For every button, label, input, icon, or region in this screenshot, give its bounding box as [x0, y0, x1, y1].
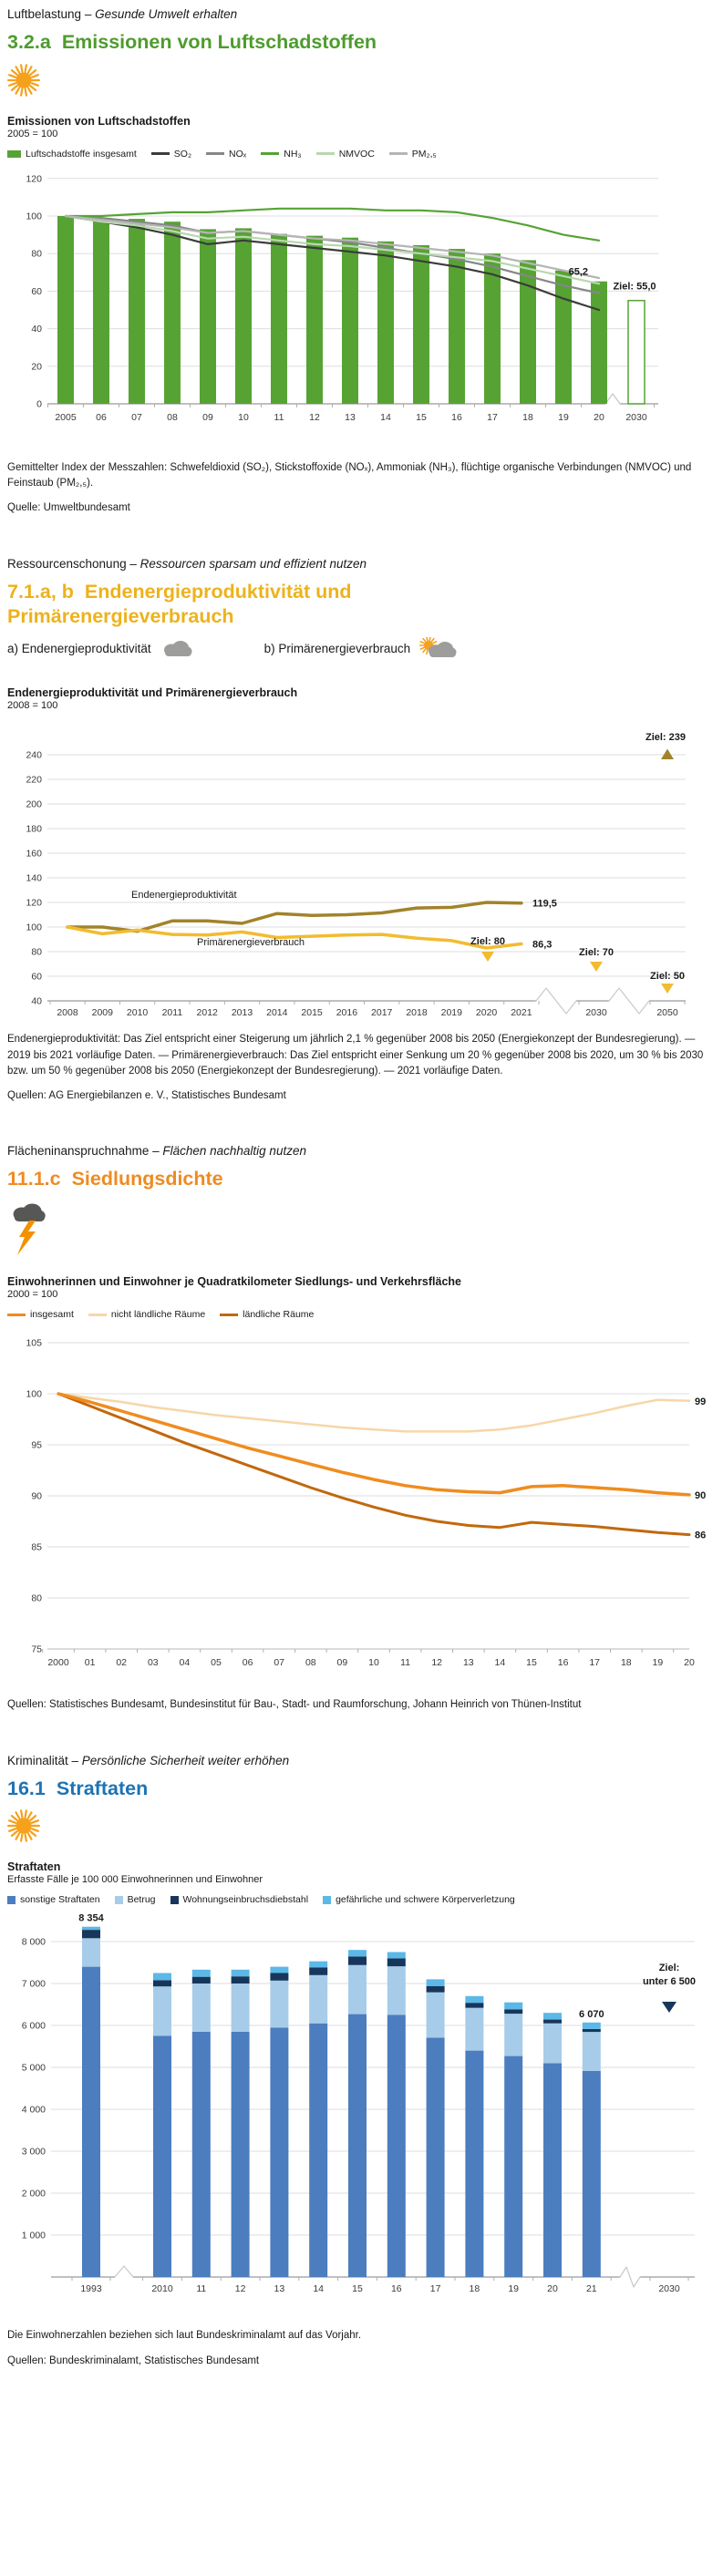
indicator-code: 16.1 — [7, 1777, 46, 1799]
legend-label: NH₃ — [284, 148, 302, 160]
legend-swatch — [7, 1314, 26, 1316]
svg-text:12: 12 — [431, 1657, 443, 1669]
topic-kicker — [7, 557, 710, 571]
svg-text:09: 09 — [336, 1657, 348, 1669]
svg-text:2021: 2021 — [511, 1007, 532, 1019]
svg-text:Ziel:: Ziel: — [658, 1963, 680, 1974]
svg-text:5 000: 5 000 — [21, 2062, 46, 2074]
svg-text:16: 16 — [390, 2283, 402, 2295]
svg-text:20: 20 — [684, 1657, 695, 1669]
chart-legend — [7, 149, 710, 160]
chart-title: Straftaten — [7, 1860, 61, 1874]
legend-swatch — [220, 1314, 238, 1316]
svg-text:2016: 2016 — [336, 1007, 358, 1019]
topic-kicker — [7, 7, 710, 21]
sub-indicator-b — [264, 637, 459, 659]
svg-text:2015: 2015 — [301, 1007, 323, 1019]
legend-swatch — [261, 152, 279, 155]
svg-text:07: 07 — [131, 411, 142, 423]
legend-label: nicht ländliche Räume — [110, 1309, 206, 1321]
svg-text:80: 80 — [31, 248, 42, 260]
legend-item — [115, 1894, 156, 1905]
svg-text:04: 04 — [179, 1657, 191, 1669]
svg-text:240: 240 — [26, 749, 42, 761]
sub-indicator-b-label: b) Primärenergieverbrauch — [263, 641, 411, 655]
legend-swatch — [88, 1314, 107, 1316]
svg-text:08: 08 — [305, 1657, 316, 1669]
svg-text:120: 120 — [26, 897, 42, 909]
svg-text:2030: 2030 — [585, 1007, 607, 1019]
svg-text:16: 16 — [451, 411, 462, 423]
svg-text:100: 100 — [26, 922, 42, 933]
svg-text:13: 13 — [274, 2283, 285, 2295]
svg-text:10: 10 — [238, 411, 249, 423]
svg-text:2018: 2018 — [406, 1007, 428, 1019]
chart-footnote: Gemittelter Index der Messzahlen: Schwefeldioxid (SO₂), Stickstoffoxide (NOₓ), Ammoniak (NH₃), flüchtige organische Verbindungen (NMVOC) und Feinstaub (PM₂,₅). — [7, 461, 692, 489]
legend-item — [261, 149, 301, 160]
emissions-chart — [7, 169, 709, 453]
legend-item — [323, 1894, 515, 1905]
svg-text:09: 09 — [202, 411, 213, 423]
svg-text:2030: 2030 — [658, 2283, 680, 2295]
legend-label: Wohnungseinbruchsdiebstahl — [182, 1894, 309, 1906]
topic-label: Flächeninanspruchnahme – — [7, 1144, 163, 1159]
svg-text:08: 08 — [167, 411, 178, 423]
weather-thundercloud-icon — [7, 1200, 710, 1257]
indicator-title: Endenergieproduktivität und Primärenergieverbrauch — [7, 580, 352, 627]
chart-source: Quellen: Bundeskriminalamt, Statistisches Bundesamt — [7, 2354, 260, 2366]
svg-text:12: 12 — [234, 2283, 246, 2295]
topic-label: Kriminalität – — [7, 1753, 82, 1767]
svg-text:16: 16 — [557, 1657, 569, 1669]
svg-text:2013: 2013 — [231, 1007, 253, 1019]
svg-text:2014: 2014 — [266, 1007, 288, 1019]
svg-text:17: 17 — [589, 1657, 601, 1669]
svg-text:unter 6 500: unter 6 500 — [642, 1976, 697, 1988]
svg-text:21: 21 — [585, 2283, 597, 2295]
legend-label: PM₂,₅ — [411, 148, 437, 160]
legend-swatch — [7, 150, 21, 158]
legend-item — [316, 149, 375, 160]
sub-indicator-row — [7, 637, 710, 659]
svg-text:2050: 2050 — [656, 1007, 678, 1019]
chart-legend — [7, 1894, 710, 1905]
indicator-code: 11.1.c — [7, 1168, 61, 1190]
svg-text:90: 90 — [695, 1490, 707, 1502]
legend-swatch — [316, 152, 335, 155]
svg-text:20: 20 — [31, 361, 42, 373]
svg-text:Ziel: 80: Ziel: 80 — [470, 936, 505, 948]
indicator-title: Siedlungsdichte — [71, 1168, 223, 1190]
legend-swatch — [115, 1896, 123, 1904]
legend-item — [7, 1894, 100, 1905]
svg-text:15: 15 — [526, 1657, 537, 1669]
svg-text:01: 01 — [84, 1657, 96, 1669]
svg-text:Primärenergieverbrauch: Primärenergieverbrauch — [197, 937, 305, 949]
svg-text:40: 40 — [31, 323, 42, 335]
legend-swatch — [7, 1896, 15, 1904]
svg-text:6 070: 6 070 — [579, 2009, 604, 2021]
svg-text:15: 15 — [416, 411, 427, 423]
svg-text:05: 05 — [211, 1657, 222, 1669]
svg-text:02: 02 — [116, 1657, 128, 1669]
svg-text:8 000: 8 000 — [21, 1936, 46, 1948]
svg-text:95: 95 — [31, 1439, 42, 1451]
svg-text:86: 86 — [695, 1530, 707, 1541]
svg-text:2012: 2012 — [196, 1007, 218, 1019]
svg-text:120: 120 — [26, 173, 42, 185]
chart-source: Quellen: Statistisches Bundesamt, Bundesinstitut für Bau-, Stadt- und Raumforschung, Johann Heinrich von Thünen-Institut — [7, 1699, 582, 1711]
svg-text:Ziel: 70: Ziel: 70 — [579, 947, 614, 959]
chart-title: Emissionen von Luftschadstoffen — [7, 114, 191, 128]
svg-text:2017: 2017 — [371, 1007, 393, 1019]
weather-cloud-icon — [160, 638, 193, 658]
svg-text:06: 06 — [96, 411, 107, 423]
svg-text:65,2: 65,2 — [568, 266, 588, 278]
svg-text:0: 0 — [36, 398, 42, 410]
topic-goal: Persönliche Sicherheit weiter erhöhen — [81, 1753, 290, 1767]
legend-item — [220, 1309, 314, 1320]
legend-label: sonstige Straftaten — [20, 1894, 100, 1906]
svg-text:4 000: 4 000 — [21, 2104, 46, 2116]
indicator-title: Emissionen von Luftschadstoffen — [61, 31, 377, 53]
indicator-title: Straftaten — [56, 1777, 149, 1799]
svg-text:60: 60 — [31, 971, 42, 983]
section-crime — [7, 1754, 710, 2369]
svg-text:14: 14 — [494, 1657, 506, 1669]
svg-text:1 000: 1 000 — [21, 2230, 46, 2241]
chart-subtitle: Erfasste Fälle je 100 000 Einwohnerinnen und Einwohner — [7, 1874, 263, 1886]
svg-text:86,3: 86,3 — [532, 939, 553, 951]
indicator-code: 3.2.a — [7, 31, 51, 53]
svg-text:2000: 2000 — [47, 1657, 69, 1669]
svg-text:Ziel: 239: Ziel: 239 — [645, 732, 686, 744]
weather-sun-icon — [7, 1809, 710, 1842]
svg-text:03: 03 — [147, 1657, 159, 1669]
sub-indicator-a-label: a) Endenergieproduktivität — [7, 641, 151, 655]
svg-text:6 000: 6 000 — [21, 2020, 46, 2032]
svg-text:2011: 2011 — [161, 1007, 183, 1019]
svg-text:13: 13 — [345, 411, 356, 423]
legend-label: Luftschadstoffe insgesamt — [26, 148, 137, 160]
section-resources — [7, 557, 710, 1105]
svg-text:2005: 2005 — [55, 411, 77, 423]
legend-label: gefährliche und schwere Körperverletzung — [336, 1894, 515, 1906]
svg-text:17: 17 — [487, 411, 498, 423]
topic-kicker — [7, 1754, 710, 1767]
chart-source: Quelle: Umweltbundesamt — [7, 502, 130, 514]
indicator-heading — [7, 1777, 481, 1801]
svg-text:3 000: 3 000 — [21, 2146, 46, 2158]
svg-text:2 000: 2 000 — [21, 2188, 46, 2200]
svg-text:10: 10 — [368, 1657, 379, 1669]
svg-text:14: 14 — [313, 2283, 325, 2295]
svg-text:80: 80 — [31, 946, 42, 958]
svg-text:14: 14 — [380, 411, 391, 423]
chart-footnote: Die Einwohnerzahlen beziehen sich laut Bundeskriminalamt auf das Vorjahr. — [7, 2330, 362, 2342]
svg-text:2030: 2030 — [625, 411, 647, 423]
chart-legend — [7, 1309, 710, 1320]
svg-text:20: 20 — [594, 411, 604, 423]
weather-sun-icon — [7, 64, 710, 97]
legend-item — [206, 149, 246, 160]
legend-label: Betrug — [127, 1894, 156, 1906]
svg-text:17: 17 — [429, 2283, 441, 2295]
svg-text:2010: 2010 — [126, 1007, 149, 1019]
sub-indicator-a — [7, 638, 193, 658]
svg-text:2010: 2010 — [151, 2283, 173, 2295]
svg-text:Ziel: 50: Ziel: 50 — [650, 971, 685, 983]
topic-label: Ressourcenschonung – — [7, 556, 140, 571]
svg-text:220: 220 — [26, 774, 42, 786]
svg-text:8 354: 8 354 — [78, 1914, 104, 1925]
legend-label: NOₓ — [229, 148, 247, 160]
section-air-pollution — [7, 7, 710, 517]
svg-text:1993: 1993 — [80, 2283, 102, 2295]
svg-text:75: 75 — [31, 1643, 42, 1655]
energy-productivity-chart — [7, 720, 709, 1025]
svg-text:13: 13 — [462, 1657, 474, 1669]
crime-chart — [7, 1914, 709, 2321]
svg-text:180: 180 — [26, 823, 42, 835]
indicator-code: 7.1.a, b — [7, 580, 74, 603]
topic-goal: Gesunde Umwelt erhalten — [95, 7, 238, 21]
legend-label: NMVOC — [338, 148, 375, 160]
legend-item — [7, 149, 137, 160]
topic-goal: Ressourcen sparsam und effizient nutzen — [139, 556, 367, 571]
svg-text:99: 99 — [695, 1396, 707, 1408]
chart-title: Einwohnerinnen und Einwohner je Quadratkilometer Siedlungs- und Verkehrsfläche — [7, 1275, 462, 1289]
svg-text:2009: 2009 — [91, 1007, 113, 1019]
svg-text:18: 18 — [469, 2283, 480, 2295]
svg-text:160: 160 — [26, 848, 42, 860]
svg-text:60: 60 — [31, 285, 42, 297]
svg-text:19: 19 — [558, 411, 569, 423]
topic-label: Luftbelastung – — [7, 7, 96, 21]
svg-text:18: 18 — [620, 1657, 632, 1669]
chart-footnote: Endenergieproduktivität: Das Ziel entspricht einer Steigerung um jährlich 2,1 % gegenüber 2008 bis 2050 (Energiekonzept der Bundesregierung). — 2019 bis 2021 vorläufige Daten. — Primärenergieverbrauch: Das Ziel entspricht einer Senkung um 20 % gegenüber 2008 bis 2020, um 30 % bis 2030 bzw. um 50 % gegenüber 2008 bis 2050 (Energiekonzept der Bundesregierung). — 2021 vorläufige Daten. — [7, 1034, 704, 1077]
legend-label: ländliche Räume — [243, 1309, 315, 1321]
svg-text:100: 100 — [26, 1388, 42, 1400]
indicator-heading — [7, 1167, 481, 1191]
legend-item — [389, 149, 437, 160]
indicator-heading — [7, 580, 481, 629]
indicator-heading — [7, 30, 481, 55]
svg-text:119,5: 119,5 — [532, 899, 557, 911]
svg-text:7 000: 7 000 — [21, 1978, 46, 1990]
legend-item — [151, 149, 191, 160]
legend-swatch — [206, 152, 224, 155]
svg-text:140: 140 — [26, 872, 42, 884]
svg-text:90: 90 — [31, 1490, 42, 1502]
topic-kicker — [7, 1144, 710, 1158]
svg-text:19: 19 — [508, 2283, 520, 2295]
legend-swatch — [323, 1896, 331, 1904]
chart-subtitle: 2008 = 100 — [7, 700, 58, 712]
svg-text:Ziel: 55,0: Ziel: 55,0 — [613, 281, 656, 293]
svg-text:06: 06 — [242, 1657, 253, 1669]
svg-text:12: 12 — [309, 411, 320, 423]
svg-text:2020: 2020 — [475, 1007, 498, 1019]
legend-item — [88, 1309, 205, 1320]
legend-label: SO₂ — [173, 148, 192, 160]
svg-text:85: 85 — [31, 1541, 42, 1553]
chart-subtitle: 2005 = 100 — [7, 128, 58, 139]
svg-text:11: 11 — [274, 411, 284, 423]
svg-text:100: 100 — [26, 211, 42, 222]
svg-text:11: 11 — [400, 1657, 411, 1669]
section-land-use — [7, 1144, 710, 1713]
chart-subtitle: 2000 = 100 — [7, 1289, 58, 1301]
legend-item — [7, 1309, 74, 1320]
legend-label: insgesamt — [30, 1309, 74, 1321]
chart-source: Quellen: AG Energiebilanzen e. V., Statistisches Bundesamt — [7, 1090, 286, 1102]
svg-text:2019: 2019 — [440, 1007, 462, 1019]
legend-swatch — [389, 152, 408, 155]
settlement-density-chart — [7, 1329, 709, 1688]
svg-text:20: 20 — [547, 2283, 558, 2295]
svg-text:80: 80 — [31, 1592, 42, 1604]
svg-text:105: 105 — [26, 1337, 42, 1349]
svg-text:40: 40 — [31, 995, 42, 1007]
svg-text:Endenergieproduktivität: Endenergieproduktivität — [131, 890, 237, 902]
legend-swatch — [151, 152, 170, 155]
svg-text:15: 15 — [352, 2283, 363, 2295]
legend-item — [170, 1894, 309, 1905]
weather-sun-cloud-icon — [419, 637, 458, 659]
svg-text:11: 11 — [196, 2283, 207, 2295]
svg-text:200: 200 — [26, 799, 42, 810]
svg-text:07: 07 — [274, 1657, 285, 1669]
chart-title: Endenergieproduktivität und Primärenergieverbrauch — [7, 686, 298, 700]
topic-goal: Flächen nachhaltig nutzen — [162, 1144, 306, 1159]
svg-text:2008: 2008 — [57, 1007, 78, 1019]
svg-text:19: 19 — [652, 1657, 664, 1669]
legend-swatch — [170, 1896, 179, 1904]
svg-text:18: 18 — [522, 411, 533, 423]
